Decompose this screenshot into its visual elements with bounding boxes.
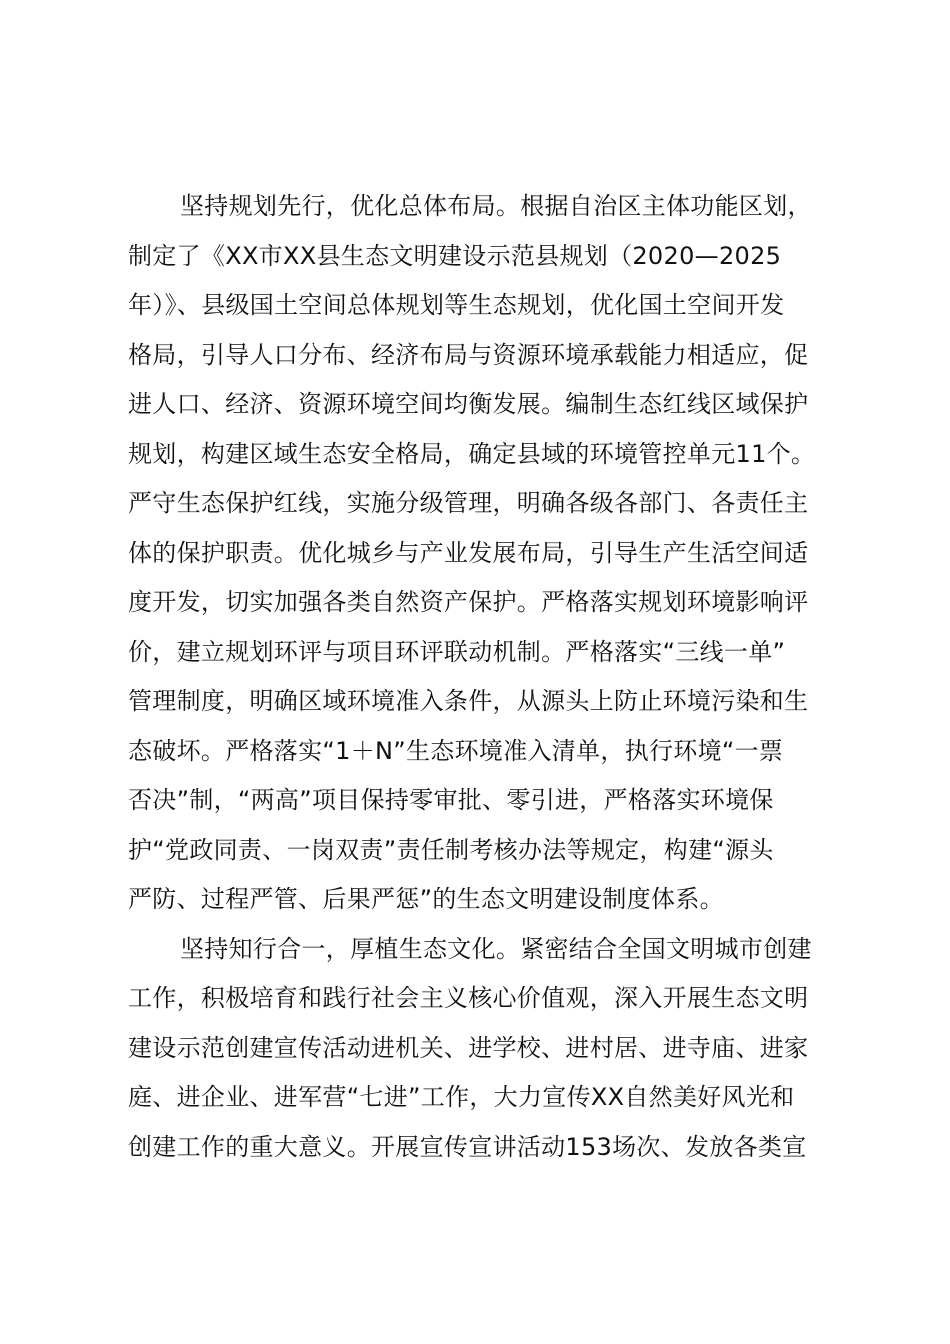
text-line: 严防、过程严管、后果严惩”的生态文明建设制度体系。 <box>128 885 724 913</box>
text-line: 价，建立规划环评与项目环评联动机制。严格落实“三线一单” <box>128 637 786 666</box>
text-line: 进人口、经济、资源环境空间均衡发展。编制生态红线区域保护 <box>128 390 809 418</box>
text-line: 否决”制，“两高”项目保持零审批、零引进，严格落实环境保 <box>128 786 774 814</box>
document-body <box>128 182 850 1172</box>
paragraph-ecological-culture <box>128 925 850 1173</box>
text-line: 创建工作的重大意义。开展宣传宣讲活动153场次、发放各类宣 <box>128 1132 807 1161</box>
text-line: 度开发，切实加强各类自然资产保护。严格落实规划环境影响评 <box>128 588 809 616</box>
text-line: 坚持知行合一，厚植生态文化。紧密结合全国文明城市创建 <box>180 934 812 963</box>
text-line: 格局，引导人口分布、经济布局与资源环境承载能力相适应，促 <box>128 340 809 369</box>
text-line: 态破坏。严格落实“1＋N”生态环境准入清单，执行环境“一票 <box>128 736 784 765</box>
text-line: 体的保护职责。优化城乡与产业发展布局，引导生产生活空间适 <box>128 538 809 567</box>
text-line: 严守生态保护红线，实施分级管理，明确各级各部门、各责任主 <box>128 489 809 517</box>
text-line: 年）》、县级国土空间总体规划等生态规划，优化国土空间开发 <box>128 291 785 319</box>
paragraph-ecological-planning <box>128 182 850 925</box>
text-line: 规划，构建区域生态安全格局，确定县域的环境管控单元11个。 <box>128 439 816 468</box>
text-line: 制定了《XX市XX县生态文明建设示范县规划（2020—2025 <box>128 241 782 270</box>
text-line: 建设示范创建宣传活动进机关、进学校、进村居、进寺庙、进家 <box>128 1033 809 1062</box>
text-line: 庭、进企业、进军营“七进”工作，大力宣传XX自然美好风光和 <box>128 1083 795 1111</box>
text-line: 坚持规划先行，优化总体布局。根据自治区主体功能区划， <box>180 192 812 220</box>
text-line: 工作，积极培育和践行社会主义核心价值观，深入开展生态文明 <box>128 984 809 1012</box>
text-line: 管理制度，明确区域环境准入条件，从源头上防止环境污染和生 <box>128 687 809 715</box>
text-line: 护“党政同责、一岗双责”责任制考核办法等规定，构建“源头 <box>128 835 774 864</box>
